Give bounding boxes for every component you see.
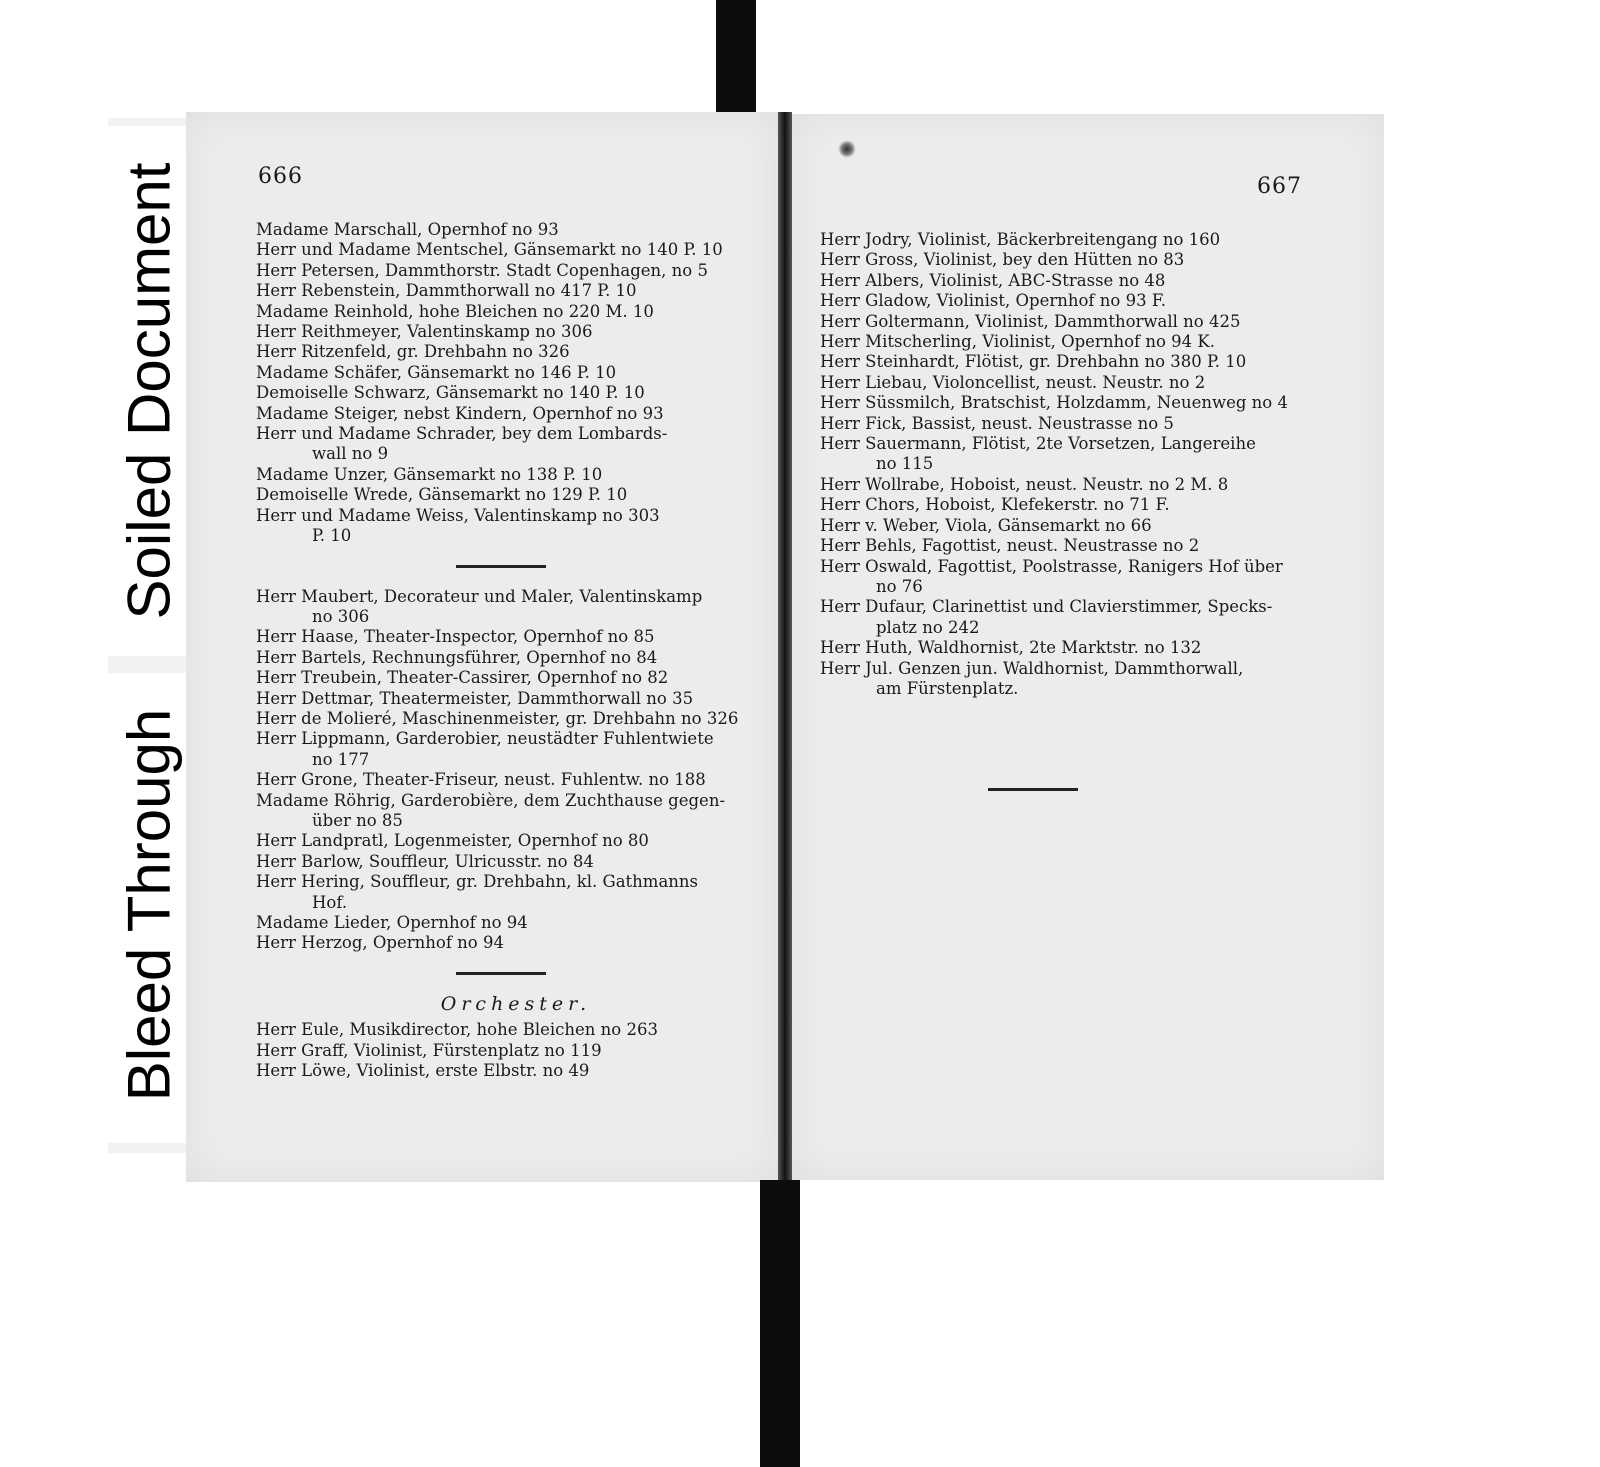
entry-continuation: no 177 [312, 749, 370, 769]
entry-line: Herr Treubein, Theater-Cassirer, Opernhof no 82 [256, 668, 669, 688]
binding-strip-bottom [760, 1180, 800, 1467]
entry-continuation: platz no 242 [876, 617, 980, 637]
directory-entry [256, 648, 776, 668]
directory-entry [820, 597, 1340, 638]
directory-entry [256, 668, 776, 688]
directory-entry [256, 424, 776, 465]
entry-line: Madame Schäfer, Gänsemarkt no 146 P. 10 [256, 362, 617, 382]
entry-line: Herr Grone, Theater-Friseur, neust. Fuhlentw. no 188 [256, 770, 706, 790]
entry-line: Madame Marschall, Opernhof no 93 [256, 220, 559, 239]
directory-entry [820, 414, 1340, 434]
directory-entry [820, 291, 1340, 311]
directory-entry [820, 475, 1340, 495]
directory-entry [256, 689, 776, 709]
entry-line: Madame Steiger, nebst Kindern, Opernhof no 93 [256, 403, 664, 423]
soil-spot [838, 140, 856, 158]
entry-line: Herr Lippmann, Garderobier, neustädter Fuhlentwiete [256, 729, 714, 749]
directory-entry [256, 485, 776, 505]
directory-entry [256, 872, 776, 913]
directory-entry [820, 536, 1340, 556]
entry-line: Madame Röhrig, Garderobière, dem Zuchthause gegen- [256, 790, 726, 810]
entry-line: Herr Dettmar, Theatermeister, Dammthorwall no 35 [256, 688, 694, 708]
directory-entry [256, 831, 776, 851]
directory-entry [820, 352, 1340, 372]
directory-entry [820, 557, 1340, 598]
directory-entry [820, 393, 1340, 413]
entry-line: Herr Goltermann, Violinist, Dammthorwall no 425 [820, 311, 1241, 331]
left-page-entries [256, 220, 776, 1081]
entry-line: Herr Eule, Musikdirector, hohe Bleichen no 263 [256, 1020, 658, 1040]
entry-line: Madame Reinhold, hohe Bleichen no 220 M. 10 [256, 301, 654, 321]
entry-line: Herr Huth, Waldhornist, 2te Marktstr. no 132 [820, 638, 1202, 658]
directory-entry [256, 1020, 776, 1040]
directory-entry [256, 363, 776, 383]
directory-entry [820, 638, 1340, 658]
entry-line: Herr Chors, Hoboist, Klefekerstr. no 71 F. [820, 495, 1170, 515]
entry-line: Herr Oswald, Fagottist, Poolstrasse, Ranigers Hof über [820, 556, 1283, 576]
entry-line: Herr Ritzenfeld, gr. Drehbahn no 326 [256, 342, 570, 362]
directory-entry [256, 240, 776, 260]
entry-line: Herr Reithmeyer, Valentinskamp no 306 [256, 322, 593, 342]
entry-line: Herr Hering, Souffleur, gr. Drehbahn, kl. Gathmanns [256, 872, 699, 892]
entry-line: Demoiselle Wrede, Gänsemarkt no 129 P. 10 [256, 485, 628, 505]
entry-line: Herr Jul. Genzen jun. Waldhornist, Dammthorwall, [820, 658, 1244, 678]
side-banner [108, 118, 190, 1153]
directory-entry [256, 587, 776, 628]
entry-line: Herr Rebenstein, Dammthorwall no 417 P. 10 [256, 281, 637, 301]
entry-continuation: P. 10 [312, 526, 352, 546]
entry-line: Herr Haase, Theater-Inspector, Opernhof no 85 [256, 627, 655, 647]
entry-line: Herr Albers, Violinist, ABC-Strasse no 48 [820, 270, 1166, 290]
binding-strip-top [716, 0, 756, 124]
directory-entry [256, 404, 776, 424]
entry-line: Herr Fick, Bassist, neust. Neustrasse no 5 [820, 413, 1174, 433]
directory-entry [820, 373, 1340, 393]
directory-entry [256, 913, 776, 933]
entry-line: Herr Petersen, Dammthorstr. Stadt Copenhagen, no 5 [256, 260, 708, 280]
directory-entry [256, 465, 776, 485]
directory-entry [256, 729, 776, 770]
directory-entry [256, 506, 776, 547]
entry-line: Herr Sauermann, Flötist, 2te Vorsetzen, Langereihe [820, 434, 1256, 454]
entry-line: Herr v. Weber, Viola, Gänsemarkt no 66 [820, 515, 1152, 535]
directory-entry [256, 281, 776, 301]
entry-line: Herr und Madame Mentschel, Gänsemarkt no 140 P. 10 [256, 240, 723, 260]
entry-line: Herr Gladow, Violinist, Opernhof no 93 F. [820, 291, 1166, 311]
soiled-document-label: Soiled Document [115, 162, 183, 620]
entry-continuation: wall no 9 [312, 444, 389, 464]
section-title-orchester: Orchester. [440, 992, 592, 1015]
directory-entry [256, 852, 776, 872]
directory-entry [820, 250, 1340, 270]
directory-entry [820, 495, 1340, 515]
entry-continuation: no 76 [876, 576, 923, 596]
entry-line: Herr Wollrabe, Hoboist, neust. Neustr. no 2 M. 8 [820, 474, 1229, 494]
entry-continuation: Hof. [312, 892, 348, 912]
entry-line: Herr und Madame Schrader, bey dem Lombards- [256, 424, 668, 444]
directory-entry [256, 383, 776, 403]
right-page-entries [820, 230, 1340, 699]
directory-entry [256, 627, 776, 647]
directory-entry [820, 516, 1340, 536]
entry-continuation: no 306 [312, 606, 370, 626]
directory-entry [256, 791, 776, 832]
directory-entry [820, 659, 1340, 700]
entry-line: Herr Graff, Violinist, Fürstenplatz no 119 [256, 1040, 602, 1060]
entry-line: Herr de Molieré, Maschinenmeister, gr. Drehbahn no 326 [256, 708, 739, 728]
directory-entry [256, 1061, 776, 1081]
entry-line: Herr Herzog, Opernhof no 94 [256, 933, 504, 953]
bleed-label-box [108, 673, 190, 1143]
page-number-right: 667 [1257, 174, 1302, 199]
entry-line: Herr Liebau, Violoncellist, neust. Neustr. no 2 [820, 372, 1206, 392]
entry-line: Herr Steinhardt, Flötist, gr. Drehbahn no 380 P. 10 [820, 352, 1247, 372]
entry-line: Demoiselle Schwarz, Gänsemarkt no 140 P. 10 [256, 383, 645, 403]
entry-line: Herr Mitscherling, Violinist, Opernhof no 94 K. [820, 332, 1215, 352]
section-divider [256, 557, 776, 577]
directory-entry [820, 332, 1340, 352]
entry-line: Herr Löwe, Violinist, erste Elbstr. no 49 [256, 1061, 590, 1081]
directory-entry [256, 709, 776, 729]
directory-entry [256, 770, 776, 790]
entry-continuation: über no 85 [312, 810, 403, 830]
directory-entry [820, 434, 1340, 475]
bleed-through-label: Bleed Through [115, 708, 183, 1102]
entry-line: Herr Barlow, Souffleur, Ulricusstr. no 84 [256, 851, 594, 871]
entry-line: Herr Behls, Fagottist, neust. Neustrasse no 2 [820, 536, 1200, 556]
directory-entry [256, 322, 776, 342]
section-divider-right [988, 780, 1088, 800]
directory-entry [256, 220, 776, 240]
entry-line: Herr Süssmilch, Bratschist, Holzdamm, Neuenweg no 4 [820, 393, 1288, 413]
entry-line: Herr Gross, Violinist, bey den Hütten no 83 [820, 250, 1185, 270]
directory-entry [820, 230, 1340, 250]
directory-entry [256, 302, 776, 322]
directory-entry [256, 342, 776, 362]
directory-entry [256, 261, 776, 281]
entry-line: Herr Maubert, Decorateur und Maler, Valentinskamp [256, 586, 703, 606]
entry-line: Herr Dufaur, Clarinettist und Clavierstimmer, Specks- [820, 597, 1273, 617]
entry-continuation: am Fürstenplatz. [876, 678, 1019, 698]
entry-line: Madame Unzer, Gänsemarkt no 138 P. 10 [256, 464, 603, 484]
section-divider [256, 964, 776, 984]
entry-line: Herr Landpratl, Logenmeister, Opernhof no 80 [256, 831, 649, 851]
entry-continuation: no 115 [876, 454, 934, 474]
directory-entry [256, 1041, 776, 1061]
soiled-label-box [108, 126, 190, 656]
book-gutter [778, 112, 792, 1182]
entry-line: Madame Lieder, Opernhof no 94 [256, 913, 528, 932]
directory-entry [256, 933, 776, 953]
directory-entry [820, 312, 1340, 332]
page-number-left: 666 [258, 164, 303, 189]
left-page [186, 112, 778, 1182]
right-page [792, 114, 1384, 1180]
entry-line: Herr Jodry, Violinist, Bäckerbreitengang no 160 [820, 230, 1221, 249]
entry-line: Herr und Madame Weiss, Valentinskamp no 303 [256, 505, 660, 525]
entry-line: Herr Bartels, Rechnungsführer, Opernhof no 84 [256, 647, 658, 667]
directory-entry [820, 271, 1340, 291]
